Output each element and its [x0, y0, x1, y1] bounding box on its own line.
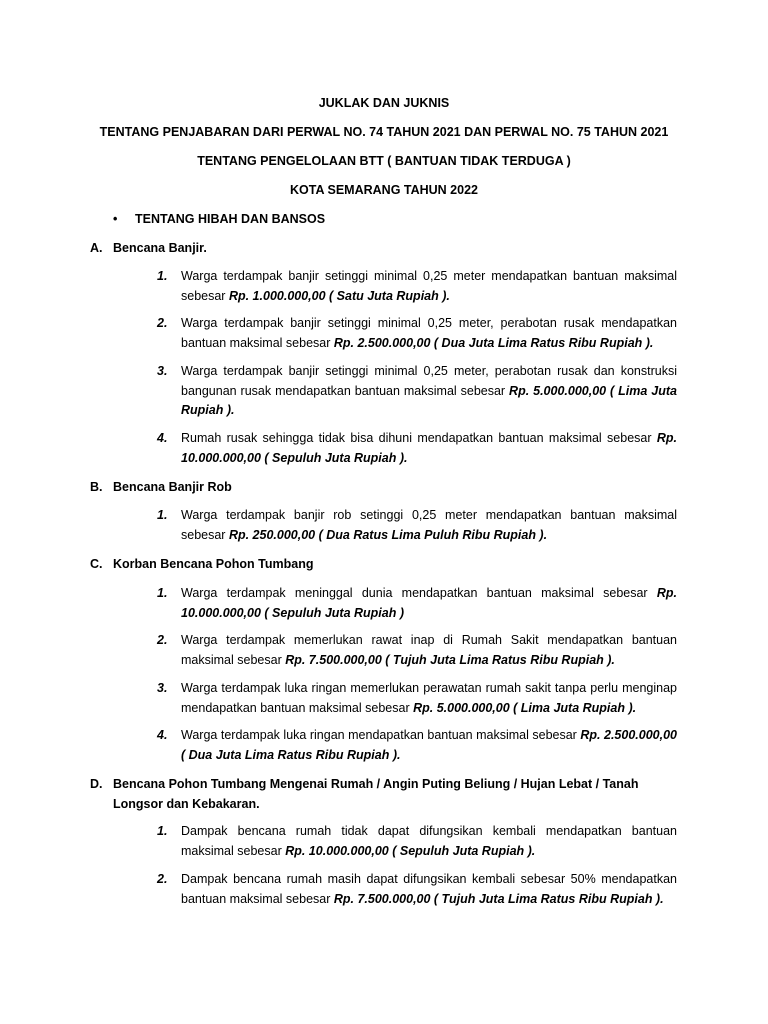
item-text: Warga terdampak memerlukan rawat inap di Rumah Sakit mendapatkan bantuan maksimal sebesar Rp. 7.500.000,00 ( Tujuh Juta Lima Ratus Ribu Rupiah ).	[181, 633, 677, 667]
list-item	[157, 584, 677, 623]
item-text: Rumah rusak sehingga tidak bisa dihuni mendapatkan bantuan maksimal sebesar Rp. 10.000.000,00 ( Sepuluh Juta Rupiah ).	[181, 431, 677, 465]
doc-title: JUKLAK DAN JUKNIS	[318, 96, 450, 110]
section-title: Korban Bencana Pohon Tumbang	[113, 557, 314, 571]
item-number: 2.	[157, 872, 168, 886]
item-text: Dampak bencana rumah tidak dapat difungsikan kembali mendapatkan bantuan maksimal sebesar Rp. 10.000.000,00 ( Sepuluh Juta Rupiah ).	[181, 824, 677, 858]
item-text: Warga terdampak banjir setinggi minimal 0,25 meter, perabotan rusak dan konstruksi bangunan rusak mendapatkan bantuan maksimal sebesar Rp. 5.000.000,00 ( Lima Juta Rupiah ).	[181, 364, 677, 417]
section-title: Bencana Banjir Rob	[113, 480, 232, 494]
item-text: Warga terdampak banjir setinggi minimal 0,25 meter, perabotan rusak mendapatkan bantuan maksimal sebesar Rp. 2.500.000,00 ( Dua Juta Lima Ratus Ribu Rupiah ).	[181, 316, 677, 350]
bullet-icon: •	[113, 212, 118, 226]
list-item	[157, 314, 677, 353]
item-number: 1.	[157, 508, 168, 522]
item-amount: Rp. 2.500.000,00 ( Dua Juta Lima Ratus Ribu Rupiah ).	[181, 728, 677, 762]
item-amount: Rp. 1.000.000,00 ( Satu Juta Rupiah ).	[228, 288, 450, 303]
item-text: Warga terdampak luka ringan memerlukan perawatan rumah sakit tanpa perlu menginap mendapatkan bantuan maksimal sebesar Rp. 5.000.000,00 ( Lima Juta Rupiah ).	[181, 681, 677, 715]
list-item	[157, 506, 677, 545]
doc-subtitle-btt: TENTANG PENGELOLAAN BTT ( BANTUAN TIDAK TERDUGA )	[197, 154, 571, 168]
item-number: 2.	[157, 633, 168, 647]
list-item	[157, 726, 677, 765]
list-item	[157, 870, 677, 909]
doc-subtitle-city-year: KOTA SEMARANG TAHUN 2022	[290, 183, 478, 197]
list-item	[157, 267, 677, 306]
list-item	[157, 679, 677, 718]
item-amount: Rp. 2.500.000,00 ( Dua Juta Lima Ratus Ribu Rupiah ).	[333, 335, 654, 350]
item-amount: Rp. 5.000.000,00 ( Lima Juta Rupiah ).	[413, 700, 637, 715]
item-amount: Rp. 250.000,00 ( Dua Ratus Lima Puluh Ribu Rupiah ).	[228, 527, 548, 542]
section-letter: D.	[90, 777, 103, 791]
item-number: 4.	[157, 728, 168, 742]
item-amount: Rp. 10.000.000,00 ( Sepuluh Juta Rupiah ).	[285, 843, 536, 858]
item-number: 3.	[157, 364, 168, 378]
bullet-heading-text: TENTANG HIBAH DAN BANSOS	[135, 212, 326, 226]
item-number: 2.	[157, 316, 168, 330]
list-item	[157, 822, 677, 861]
item-number: 4.	[157, 431, 168, 445]
section-title: Bencana Banjir.	[113, 241, 207, 255]
item-number: 3.	[157, 681, 168, 695]
item-amount: Rp. 7.500.000,00 ( Tujuh Juta Lima Ratus Ribu Rupiah ).	[333, 891, 664, 906]
item-number: 1.	[157, 269, 168, 283]
item-amount: Rp. 5.000.000,00 ( Lima Juta Rupiah ).	[181, 383, 677, 417]
section-letter: C.	[90, 557, 103, 571]
list-item	[157, 429, 677, 468]
section-letter: B.	[90, 480, 103, 494]
section-title: Bencana Pohon Tumbang Mengenai Rumah / Angin Puting Beliung / Hujan Lebat / Tanah Longsor dan Kebakaran.	[113, 777, 639, 811]
item-text: Dampak bencana rumah masih dapat difungsikan kembali sebesar 50% mendapatkan bantuan maksimal sebesar Rp. 7.500.000,00 ( Tujuh Juta Lima Ratus Ribu Rupiah ).	[181, 872, 677, 906]
item-number: 1.	[157, 586, 168, 600]
item-amount: Rp. 7.500.000,00 ( Tujuh Juta Lima Ratus Ribu Rupiah ).	[285, 652, 615, 667]
section-letter: A.	[90, 241, 103, 255]
item-amount: Rp. 10.000.000,00 ( Sepuluh Juta Rupiah ).	[181, 431, 677, 465]
list-item	[157, 362, 677, 421]
item-amount: Rp. 10.000.000,00 ( Sepuluh Juta Rupiah )	[181, 586, 677, 620]
list-item	[157, 631, 677, 670]
item-text: Warga terdampak banjir setinggi minimal 0,25 meter mendapatkan bantuan maksimal sebesar Rp. 1.000.000,00 ( Satu Juta Rupiah ).	[181, 269, 677, 303]
doc-subtitle-perwal: TENTANG PENJABARAN DARI PERWAL NO. 74 TAHUN 2021 DAN PERWAL NO. 75 TAHUN 2021	[99, 125, 669, 139]
item-text: Warga terdampak banjir rob setinggi 0,25 meter mendapatkan bantuan maksimal sebesar Rp. 250.000,00 ( Dua Ratus Lima Puluh Ribu Rupiah ).	[181, 508, 677, 542]
item-text: Warga terdampak meninggal dunia mendapatkan bantuan maksimal sebesar Rp. 10.000.000,00 ( Sepuluh Juta Rupiah )	[181, 586, 677, 620]
item-text: Warga terdampak luka ringan mendapatkan bantuan maksimal sebesar Rp. 2.500.000,00 ( Dua Juta Lima Ratus Ribu Rupiah ).	[181, 728, 677, 762]
item-number: 1.	[157, 824, 168, 838]
